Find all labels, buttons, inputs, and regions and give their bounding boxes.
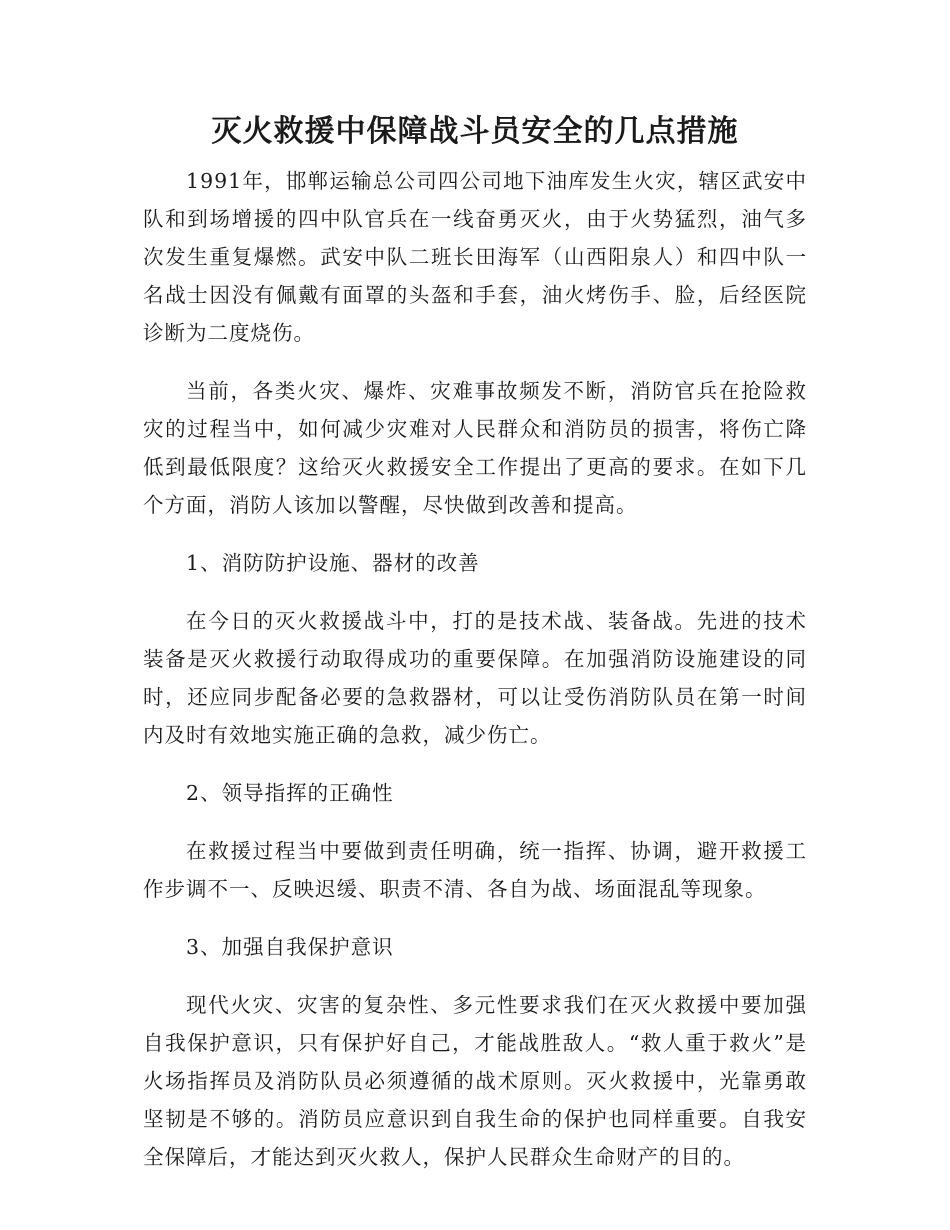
section-heading-equipment: 1、消防防护设施、器材的改善: [186, 551, 480, 575]
paragraph-incident: 1991年，邯郸运输总公司四公司地下油库发生火灾，辖区武安中队和到场增援的四中队官兵在一线奋勇灭火，由于火势猛烈，油气多次发生重复爆燃。武安中队二班长田海军（山西阳泉人）和四中队一名战士因没有佩戴有面罩的头盔和手套，油火烤伤手、脸，后经医院诊断为二度烧伤。: [143, 169, 807, 345]
paragraph-command: 在救援过程当中要做到责任明确，统一指挥、协调，避开救援工作步调不一、反映迟缓、职责不清、各自为战、场面混乱等现象。: [143, 839, 807, 901]
paragraph-self-protection: 现代火灾、灾害的复杂性、多元性要求我们在灭火救援中要加强自我保护意识，只有保护好自己，才能战胜敌人。“救人重于救火”是火场指挥员及消防队员必须遵循的战术原则。灭火救援中，光靠勇敢坚韧是不够的。消防员应意识到自我生命的保护也同样重要。自我安全保障后，才能达到灭火救人，保护人民群众生命财产的目的。: [143, 993, 807, 1169]
paragraph-current-situation: 当前，各类火灾、爆炸、灾难事故频发不断，消防官兵在抢险救灾的过程当中，如何减少灾难对人民群众和消防员的损害，将伤亡降低到最低限度？这给灭火救援安全工作提出了更高的要求。在如下几个方面，消防人该加以警醒，尽快做到改善和提高。: [143, 379, 807, 517]
document-body: [143, 162, 807, 1196]
section-heading-command: 2、领导指挥的正确性: [186, 781, 394, 805]
document-title: 灭火救援中保障战斗员安全的几点措施: [211, 114, 739, 149]
paragraph-equipment: 在今日的灭火救援战斗中，打的是技术战、装备战。先进的技术装备是灭火救援行动取得成功的重要保障。在加强消防设施建设的同时，还应同步配备必要的急救器材，可以让受伤消防队员在第一时间内及时有效地实施正确的急救，减少伤亡。: [143, 609, 807, 747]
section-heading-self-protection: 3、加强自我保护意识: [186, 935, 394, 959]
